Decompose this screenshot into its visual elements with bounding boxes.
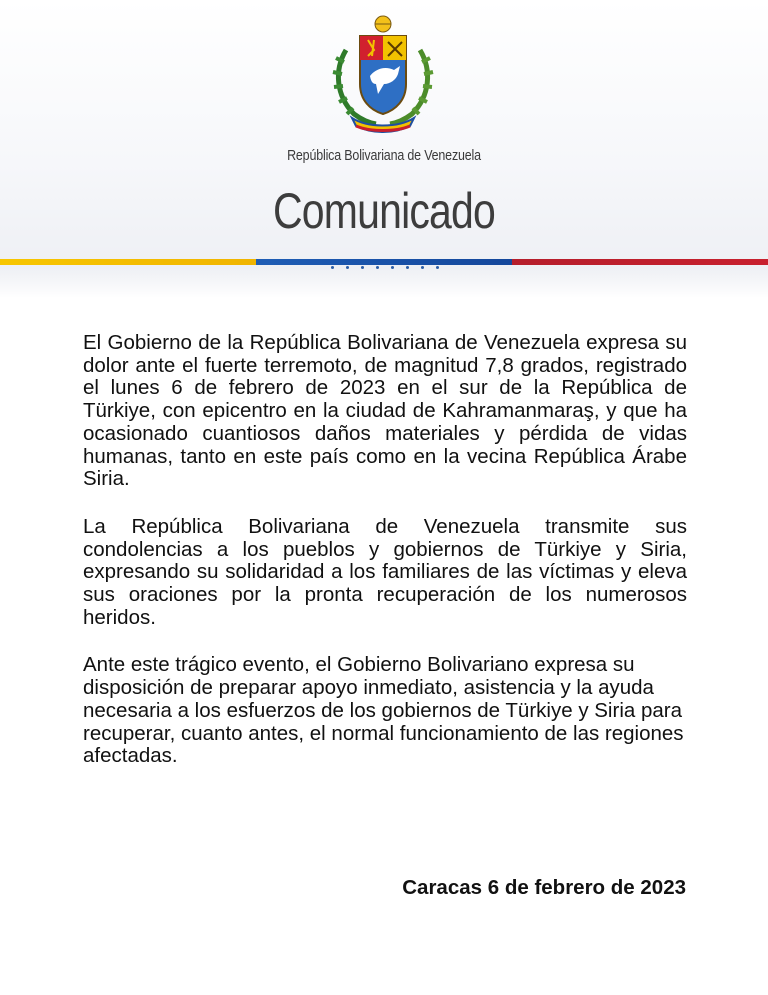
flag-stripe-yellow (0, 259, 256, 265)
country-name: República Bolivariana de Venezuela (287, 148, 481, 164)
star-icon (436, 266, 439, 269)
star-icon (331, 266, 334, 269)
page-title: Comunicado (273, 183, 495, 239)
star-icon (376, 266, 379, 269)
coat-of-arms-icon (328, 10, 438, 138)
communique-body (83, 332, 687, 793)
paragraph-2: La República Bolivariana de Venezuela transmite sus condolencias a los pueblos y gobiernos de Türkiye y Siria, expresando su solidaridad a los familiares de las víctimas y eleva sus oraciones por la pronta recuperación de los numerosos heridos. (83, 514, 687, 629)
paragraph-1: El Gobierno de la República Bolivariana de Venezuela expresa su dolor ante el fuerte terremoto, de magnitud 7,8 grados, registrado el lunes 6 de febrero de 2023 en el sur de la República de Türkiye, con epicentro en la ciudad de Kahramanmaraş, y que ha ocasionado cuantiosos daños materiales y pérdida de vidas humanas, tanto en este país como en la vecina República Árabe Siria. (83, 331, 687, 491)
star-icon (361, 266, 364, 269)
stars-row (331, 265, 439, 271)
flag-stripe-red (512, 259, 768, 265)
place-date-signature: Caracas 6 de febrero de 2023 (402, 876, 686, 899)
paragraph-3: Ante este trágico evento, el Gobierno Bolivariano expresa su disposición de preparar apoyo inmediato, asistencia y la ayuda necesaria a los esfuerzos de los gobiernos de Türkiye y Siria para recuperar, cuanto antes, el normal funcionamiento de las regiones afectadas. (83, 653, 684, 768)
star-icon (406, 266, 409, 269)
header (0, 0, 768, 298)
star-icon (346, 266, 349, 269)
star-icon (421, 266, 424, 269)
star-icon (391, 266, 394, 269)
